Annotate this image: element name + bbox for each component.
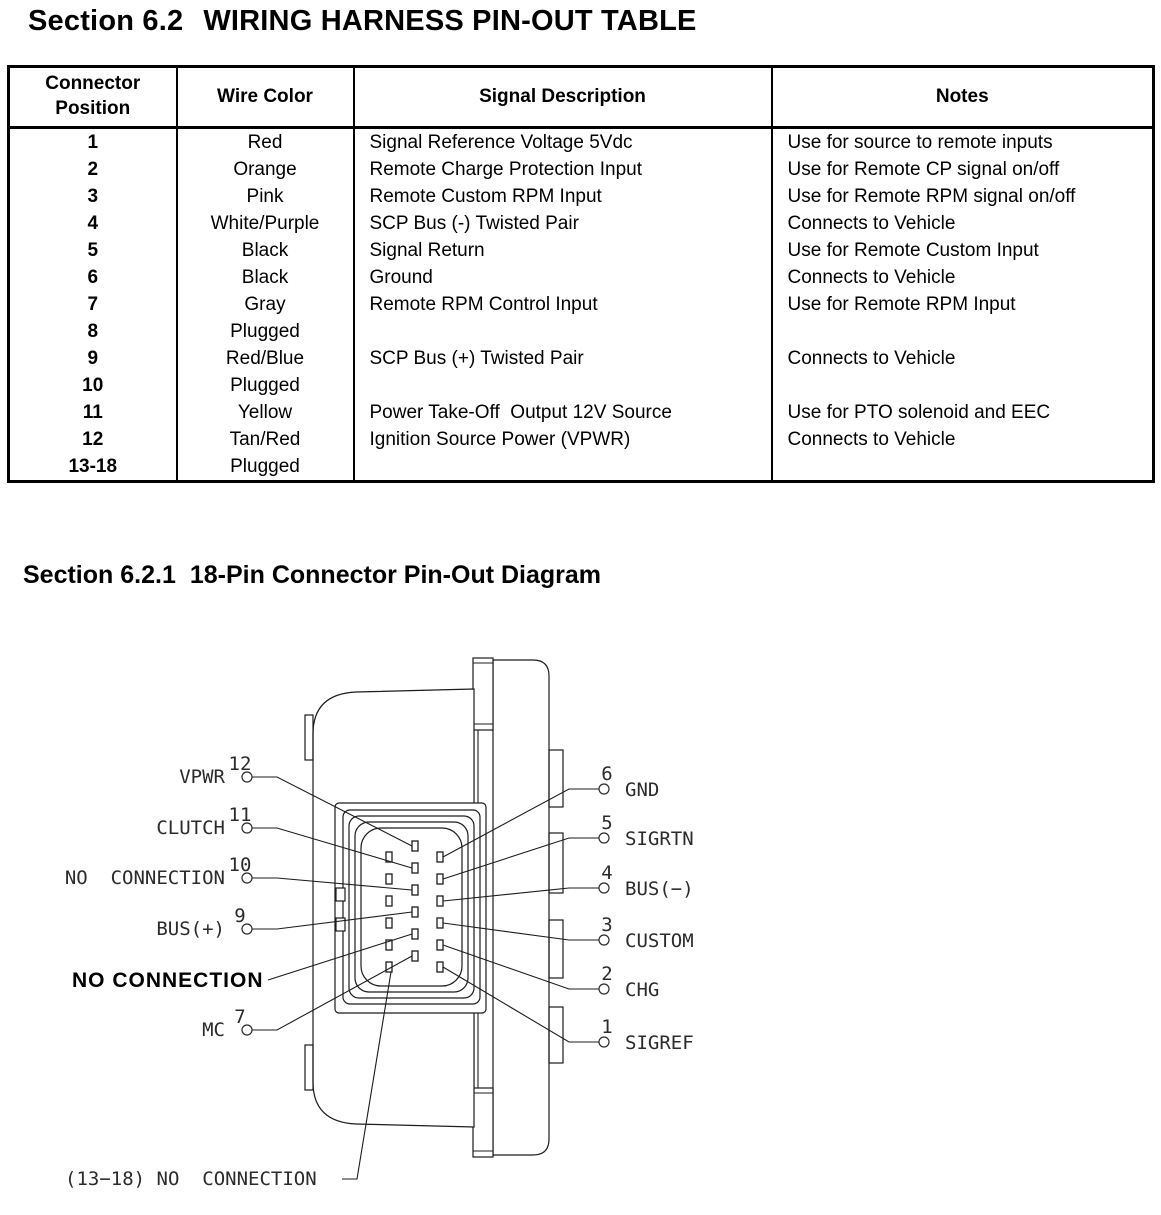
table-row	[9, 291, 1154, 318]
table-cell: White/Purple	[177, 210, 354, 237]
table-cell: Ground	[354, 264, 772, 291]
table-cell: 9	[87, 347, 99, 369]
table-cell: Black	[177, 264, 354, 291]
table-cell: Use for source to remote inputs	[772, 128, 1154, 157]
section-6-2-1-heading	[23, 561, 601, 590]
table-cell: 2	[87, 158, 99, 180]
table-cell: SCP Bus (-) Twisted Pair	[354, 210, 772, 237]
section-6-2-number: Section 6.2	[28, 5, 184, 37]
pin10-number: 10	[228, 854, 252, 876]
table-cell: Connects to Vehicle	[772, 345, 1154, 372]
table-cell: Tan/Red	[177, 426, 354, 453]
section-6-2-1-title: 18-Pin Connector Pin-Out Diagram	[189, 561, 602, 589]
connector-front-shell	[493, 660, 563, 1155]
table-cell: Black	[177, 237, 354, 264]
table-cell: Pink	[177, 183, 354, 210]
table-cell: 5	[87, 239, 99, 261]
col-header-connector-position: Connector Position	[9, 67, 177, 128]
table-cell: Remote Charge Protection Input	[354, 156, 772, 183]
pin7-number: 7	[234, 1006, 246, 1028]
table-cell: Connects to Vehicle	[772, 426, 1154, 453]
table-cell: Remote Custom RPM Input	[354, 183, 772, 210]
pin2-label: CHG	[625, 979, 660, 1001]
pin6-number: 6	[601, 763, 613, 785]
pin4-number: 4	[601, 862, 613, 884]
table-cell: Plugged	[177, 318, 354, 345]
table-cell: Gray	[177, 291, 354, 318]
pins13-18-no-connection-label: (13−18) NO CONNECTION	[65, 1168, 317, 1190]
table-cell: 1	[87, 131, 99, 153]
wiring-harness-pinout-table	[7, 65, 1155, 483]
pin11-number: 11	[228, 804, 252, 826]
table-row	[9, 372, 1154, 399]
table-cell: Red/Blue	[177, 345, 354, 372]
table-cell: 4	[87, 212, 99, 234]
table-cell	[354, 453, 772, 482]
pinout-table-body	[9, 128, 1154, 482]
table-cell: Power Take-Off Output 12V Source	[354, 399, 772, 426]
table-cell: Use for PTO solenoid and EEC	[772, 399, 1154, 426]
section-6-2-heading	[28, 5, 697, 38]
table-row	[9, 426, 1154, 453]
table-cell: Red	[177, 128, 354, 157]
pin4-label: BUS(−)	[625, 878, 694, 900]
pin2-number: 2	[601, 963, 613, 985]
table-cell: 11	[82, 401, 103, 423]
table-row	[9, 318, 1154, 345]
pin6-label: GND	[625, 779, 660, 801]
pin7-label: MC	[202, 1019, 225, 1041]
pin5-number: 5	[601, 812, 613, 834]
table-cell: Yellow	[177, 399, 354, 426]
pin5-label: SIGRTN	[625, 828, 694, 850]
pin8-no-connection-label: NO CONNECTION	[72, 969, 264, 992]
table-cell: Orange	[177, 156, 354, 183]
table-cell: Use for Remote RPM Input	[772, 291, 1154, 318]
pin3-number: 3	[601, 914, 613, 936]
connector-pinout-diagram	[0, 630, 1161, 1215]
section-6-2-1-number: Section 6.2.1	[23, 561, 176, 589]
section-6-2-title: WIRING HARNESS PIN-OUT TABLE	[203, 5, 697, 37]
table-cell: Ignition Source Power (VPWR)	[354, 426, 772, 453]
col-header-signal-description: Signal Description	[354, 67, 772, 128]
table-row	[9, 156, 1154, 183]
pin11-label: CLUTCH	[156, 817, 225, 839]
table-cell: Use for Remote CP signal on/off	[772, 156, 1154, 183]
table-cell: 7	[87, 293, 99, 315]
table-cell: 3	[87, 185, 99, 207]
table-row	[9, 399, 1154, 426]
table-row	[9, 183, 1154, 210]
pin1-number: 1	[601, 1016, 613, 1038]
table-cell: SCP Bus (+) Twisted Pair	[354, 345, 772, 372]
table-cell: Use for Remote RPM signal on/off	[772, 183, 1154, 210]
pin1-label: SIGREF	[625, 1032, 694, 1054]
pin9-label: BUS(+)	[156, 918, 225, 940]
table-cell: 12	[82, 428, 104, 450]
table-cell	[354, 372, 772, 399]
table-cell: Plugged	[177, 372, 354, 399]
table-cell: 8	[87, 320, 99, 342]
pin12-label: VPWR	[179, 766, 225, 788]
table-cell	[772, 372, 1154, 399]
table-cell: Remote RPM Control Input	[354, 291, 772, 318]
table-row	[9, 345, 1154, 372]
table-cell: Plugged	[177, 453, 354, 482]
table-cell	[354, 318, 772, 345]
pin-cavity	[335, 803, 486, 1013]
col-header-notes: Notes	[772, 67, 1154, 128]
table-header-row	[9, 67, 1154, 128]
table-cell	[772, 453, 1154, 482]
table-cell: Connects to Vehicle	[772, 264, 1154, 291]
table-row	[9, 210, 1154, 237]
table-cell: Connects to Vehicle	[772, 210, 1154, 237]
col-header-wire-color: Wire Color	[177, 67, 354, 128]
table-row	[9, 128, 1154, 157]
table-row	[9, 264, 1154, 291]
pin9-number: 9	[234, 905, 246, 927]
table-cell: 13-18	[68, 455, 118, 477]
pin3-label: CUSTOM	[625, 930, 694, 952]
table-cell: Signal Reference Voltage 5Vdc	[354, 128, 772, 157]
table-cell	[772, 318, 1154, 345]
table-cell: Use for Remote Custom Input	[772, 237, 1154, 264]
pin10-label: NO CONNECTION	[64, 867, 225, 889]
table-cell: Signal Return	[354, 237, 772, 264]
pin12-number: 12	[228, 753, 252, 775]
table-row	[9, 237, 1154, 264]
table-cell: 10	[82, 374, 104, 396]
table-cell: 6	[87, 266, 99, 288]
table-row	[9, 453, 1154, 482]
